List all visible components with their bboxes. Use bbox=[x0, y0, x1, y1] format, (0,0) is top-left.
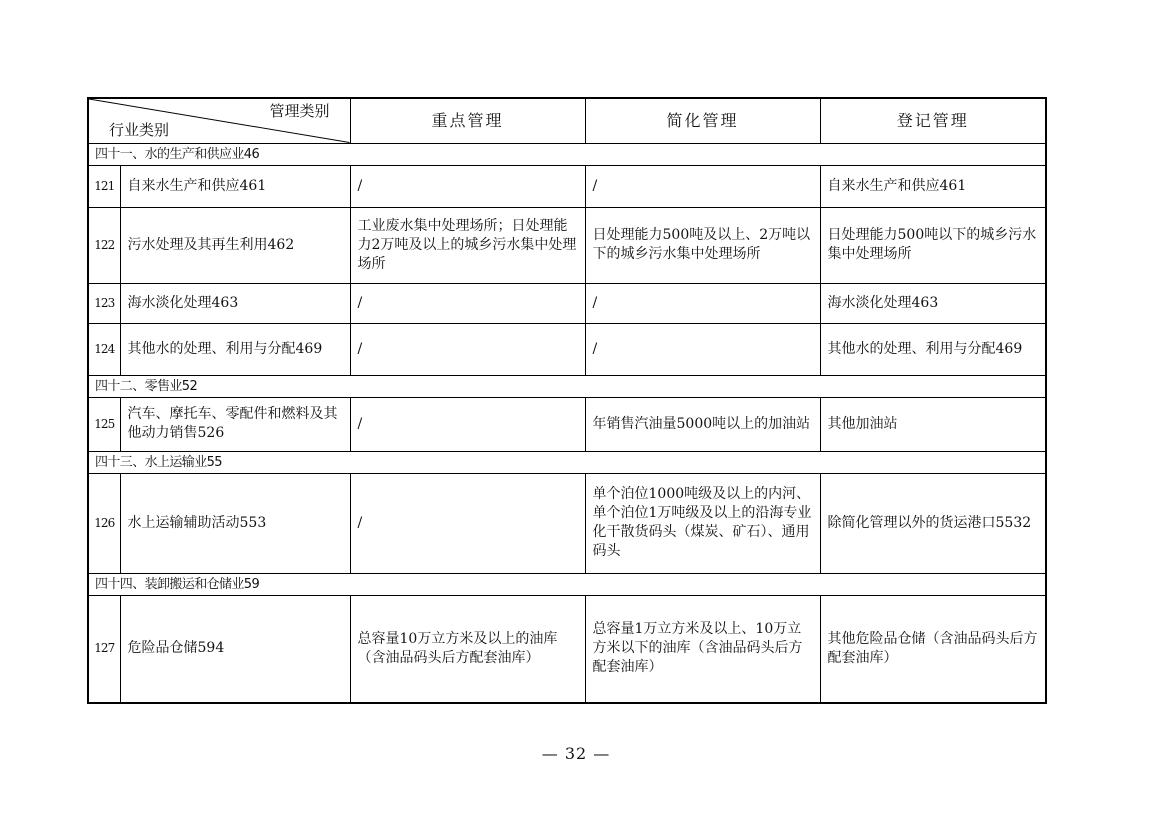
row-number: 122 bbox=[88, 207, 120, 283]
table-row bbox=[88, 323, 1046, 375]
table-row bbox=[88, 283, 1046, 323]
section-row bbox=[88, 573, 1046, 595]
section-row bbox=[88, 451, 1046, 473]
registration-management-cell: 其他加油站 bbox=[820, 397, 1046, 451]
table-row bbox=[88, 473, 1046, 573]
registration-management-cell: 自来水生产和供应461 bbox=[820, 165, 1046, 207]
simplified-management-cell: / bbox=[585, 323, 820, 375]
section-title: 四十三、水上运输业55 bbox=[88, 451, 1046, 473]
simplified-management-cell: 年销售汽油量5000吨以上的加油站 bbox=[585, 397, 820, 451]
page-number: — 32 — bbox=[541, 744, 611, 763]
row-number: 126 bbox=[88, 473, 120, 573]
key-management-cell: 工业废水集中处理场所；日处理能力2万吨及以上的城乡污水集中处理场所 bbox=[350, 207, 585, 283]
simplified-management-cell: 单个泊位1000吨级及以上的内河、单个泊位1万吨级及以上的沿海专业化干散货码头（煤炭、矿石）、通用码头 bbox=[585, 473, 820, 573]
table-row bbox=[88, 595, 1046, 703]
simplified-management-cell: 日处理能力500吨及以上、2万吨以下的城乡污水集中处理场所 bbox=[585, 207, 820, 283]
management-category-label: 管理类别 bbox=[269, 102, 330, 120]
industry-cell: 水上运输辅助活动553 bbox=[120, 473, 350, 573]
industry-cell: 其他水的处理、利用与分配469 bbox=[120, 323, 350, 375]
row-number: 127 bbox=[88, 595, 120, 703]
table-row bbox=[88, 397, 1046, 451]
registration-management-cell: 海水淡化处理463 bbox=[820, 283, 1046, 323]
table-row bbox=[88, 165, 1046, 207]
registration-management-cell: 除简化管理以外的货运港口5532 bbox=[820, 473, 1046, 573]
section-title: 四十四、装卸搬运和仓储业59 bbox=[88, 573, 1046, 595]
permit-management-table bbox=[87, 97, 1047, 704]
table-header-row bbox=[88, 98, 1046, 143]
industry-cell: 污水处理及其再生利用462 bbox=[120, 207, 350, 283]
industry-cell: 危险品仓储594 bbox=[120, 595, 350, 703]
row-number: 124 bbox=[88, 323, 120, 375]
row-number: 125 bbox=[88, 397, 120, 451]
table-row bbox=[88, 207, 1046, 283]
key-management-cell: / bbox=[350, 165, 585, 207]
key-management-cell: / bbox=[350, 323, 585, 375]
key-management-cell: / bbox=[350, 283, 585, 323]
section-row bbox=[88, 375, 1046, 397]
simplified-management-cell: 总容量1万立方米及以上、10万立方米以下的油库（含油品码头后方配套油库） bbox=[585, 595, 820, 703]
row-number: 121 bbox=[88, 165, 120, 207]
registration-management-cell: 其他水的处理、利用与分配469 bbox=[820, 323, 1046, 375]
column-header-simplified-management: 简化管理 bbox=[585, 98, 820, 143]
registration-management-cell: 日处理能力500吨以下的城乡污水集中处理场所 bbox=[820, 207, 1046, 283]
section-title: 四十二、零售业52 bbox=[88, 375, 1046, 397]
diagonal-header-cell bbox=[88, 98, 350, 143]
key-management-cell: / bbox=[350, 473, 585, 573]
industry-cell: 自来水生产和供应461 bbox=[120, 165, 350, 207]
column-header-registration-management: 登记管理 bbox=[820, 98, 1046, 143]
simplified-management-cell: / bbox=[585, 165, 820, 207]
registration-management-cell: 其他危险品仓储（含油品码头后方配套油库） bbox=[820, 595, 1046, 703]
column-header-key-management: 重点管理 bbox=[350, 98, 585, 143]
row-number: 123 bbox=[88, 283, 120, 323]
industry-category-label: 行业类别 bbox=[109, 120, 170, 139]
industry-cell: 海水淡化处理463 bbox=[120, 283, 350, 323]
industry-cell: 汽车、摩托车、零配件和燃料及其他动力销售526 bbox=[120, 397, 350, 451]
section-title: 四十一、水的生产和供应业46 bbox=[88, 143, 1046, 165]
key-management-cell: 总容量10万立方米及以上的油库（含油品码头后方配套油库） bbox=[350, 595, 585, 703]
simplified-management-cell: / bbox=[585, 283, 820, 323]
key-management-cell: / bbox=[350, 397, 585, 451]
section-row bbox=[88, 143, 1046, 165]
